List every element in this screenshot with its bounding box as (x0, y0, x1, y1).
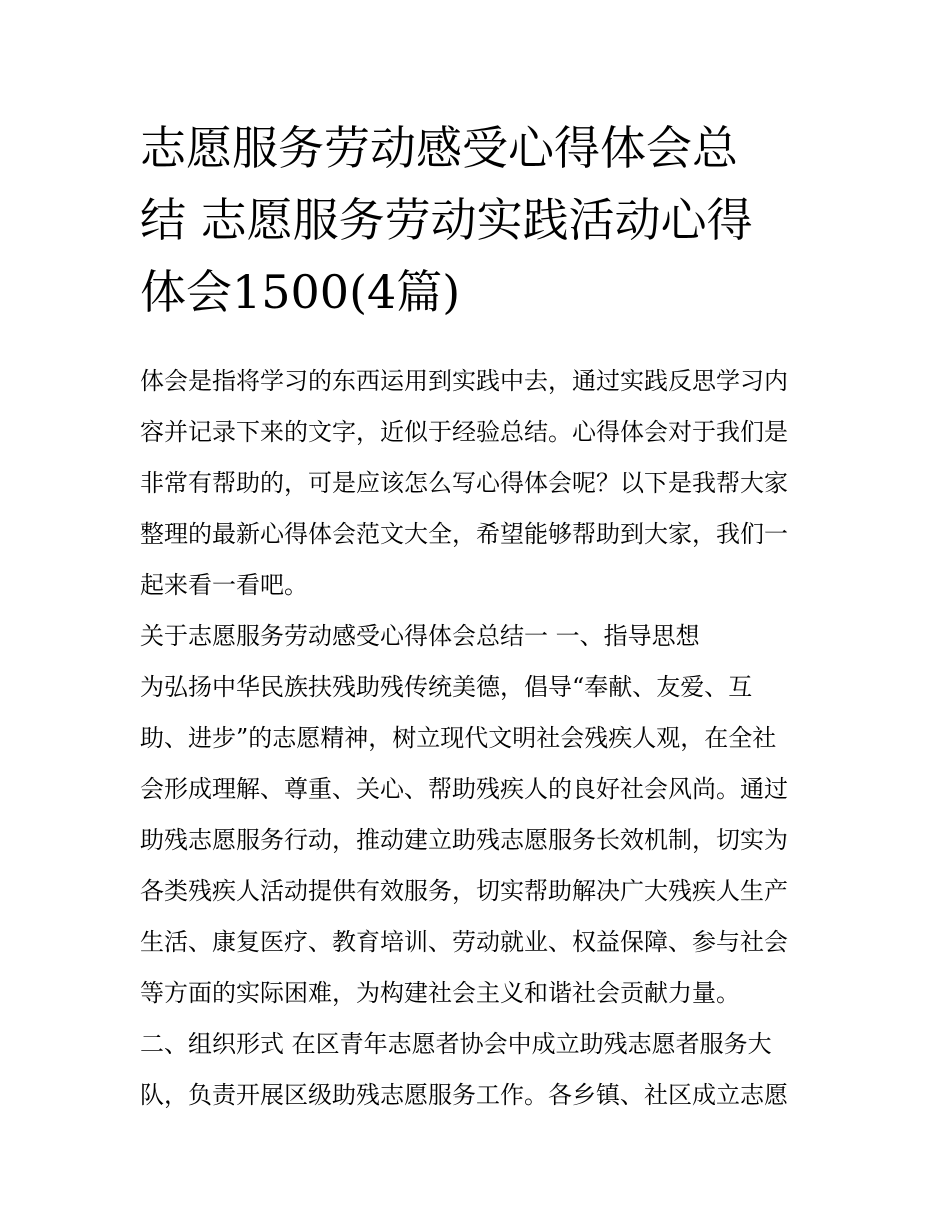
title-line: 结 志愿服务劳动实践活动心得 (140, 193, 753, 247)
section-heading-line: 关于志愿服务劳动感受心得体会总结一 一、指导思想 (140, 622, 700, 650)
document-title (140, 112, 820, 328)
body-text-line: 助、进步”的志愿精神，树立现代文明社会残疾人观，在全社 (140, 724, 777, 752)
body-text-line: 容并记录下来的文字，近似于经验总结。心得体会对于我们是 (140, 418, 788, 446)
section-heading-line: 二、组织形式 在区青年志愿者协会中成立助残志愿者服务大 (140, 1030, 772, 1058)
title-line: 志愿服务劳动感受心得体会总 (140, 121, 738, 175)
body-text-line: 生活、康复医疗、教育培训、劳动就业、权益保障、参与社会 (140, 928, 788, 956)
body-text-line: 会形成理解、尊重、关心、帮助残疾人的良好社会风尚。通过 (140, 775, 788, 803)
body-text-line: 队，负责开展区级助残志愿服务工作。各乡镇、社区成立志愿 (140, 1081, 788, 1109)
body-text-line: 非常有帮助的，可是应该怎么写心得体会呢？以下是我帮大家 (140, 469, 788, 497)
body-text-line: 等方面的实际困难，为构建社会主义和谐社会贡献力量。 (140, 979, 740, 1007)
body-text-line: 为弘扬中华民族扶残助残传统美德，倡导“奉献、友爱、互 (140, 673, 753, 701)
body-text-line: 整理的最新心得体会范文大全，希望能够帮助到大家，我们一 (140, 520, 788, 548)
title-line: 体会1500(4篇) (140, 265, 461, 319)
body-text-line: 体会是指将学习的东西运用到实践中去，通过实践反思学习内 (140, 367, 788, 395)
document-body (140, 356, 830, 1121)
body-text-line: 各类残疾人活动提供有效服务，切实帮助解决广大残疾人生产 (140, 877, 788, 905)
body-text-line: 起来看一看吧。 (140, 571, 308, 599)
body-text-line: 助残志愿服务行动，推动建立助残志愿服务长效机制，切实为 (140, 826, 788, 854)
